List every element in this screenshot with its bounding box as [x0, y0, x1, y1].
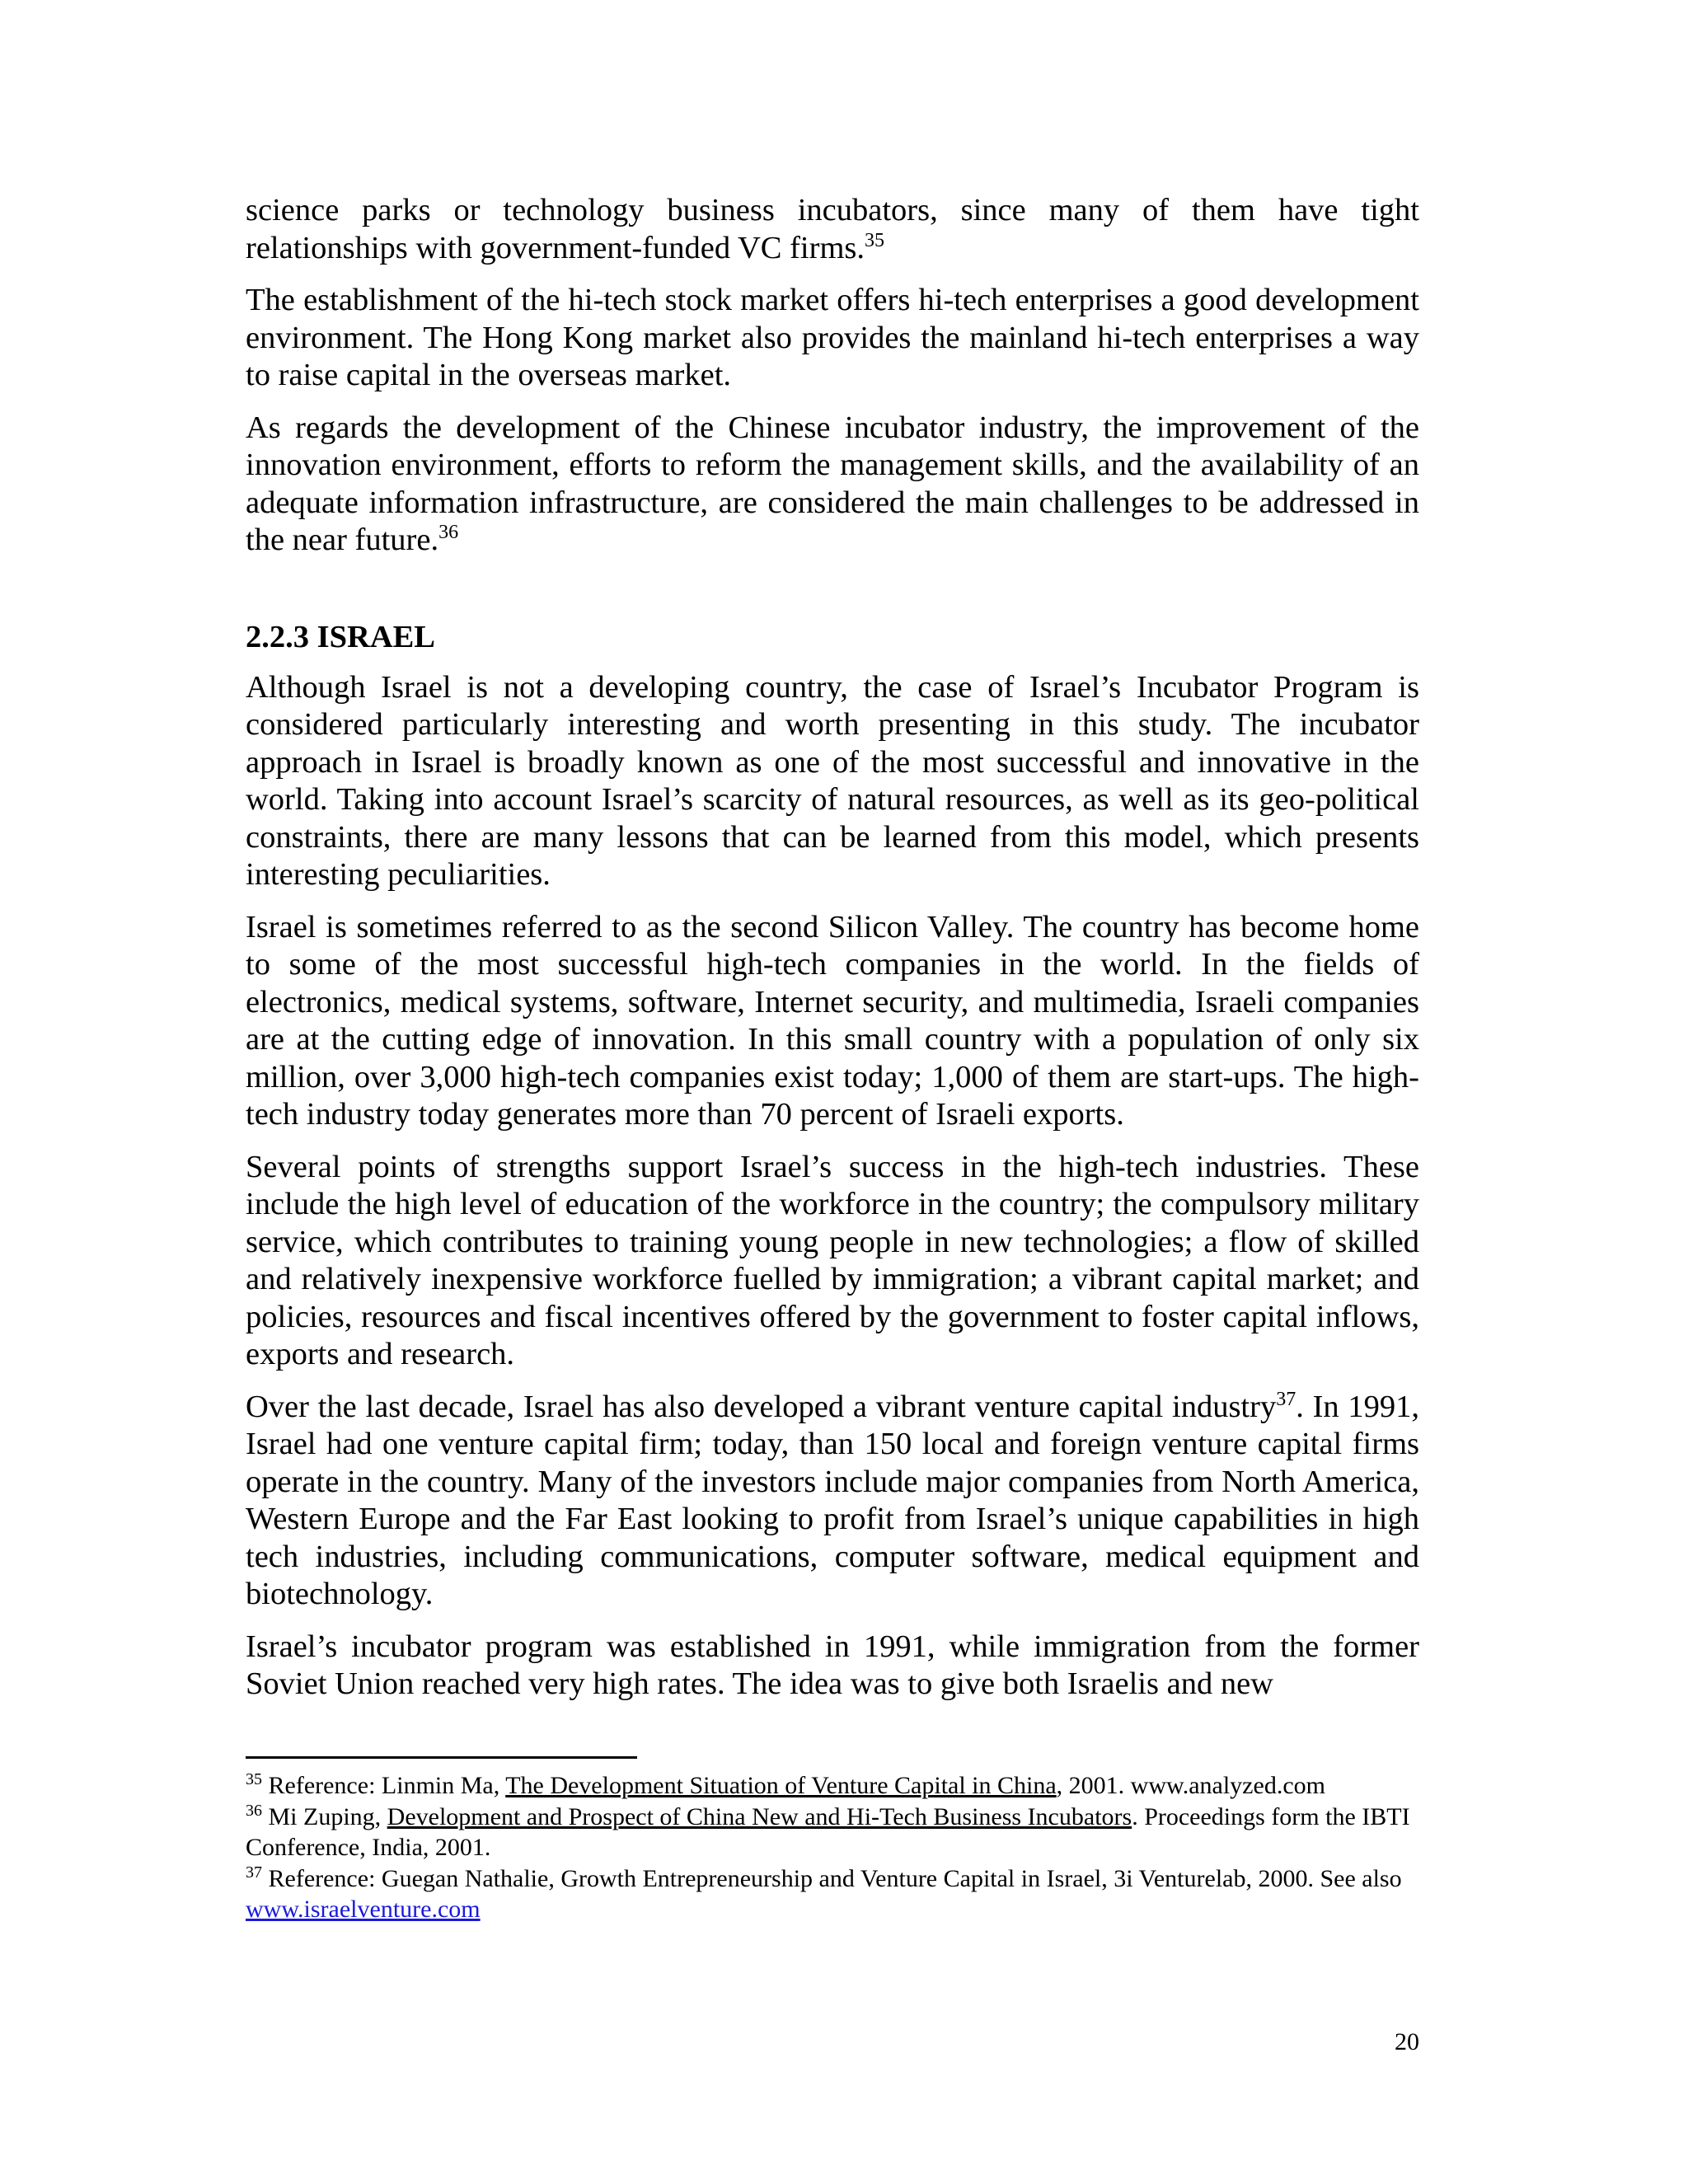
footnote-ref-37[interactable]: 37: [1276, 1388, 1296, 1410]
section-heading: 2.2.3 ISRAEL: [246, 619, 435, 654]
footnote-35-title: The Development Situation of Venture Capital in China: [505, 1772, 1057, 1799]
page-number: 20: [1395, 2028, 1419, 2055]
footnote-37: $^{37}$ Reference: Guegan Nathalie, Growth Entrepreneurship and Venture Capital in Israel, 3i Venturelab, 2000. See also www.israelventure.com: [246, 1863, 1402, 1923]
footnotes: [246, 1770, 1419, 1925]
footnote-ref-36[interactable]: 36: [438, 522, 459, 544]
paragraph-4: Although Israel is not a developing country, the case of Israel’s Incubator Program is considered particularly interesting and worth presenting in this study. The incubator approach in Israel is broadly known as one of the most successful and innovative in the world. Taking into account Israel’s scarcity of natural resources, as well as its geo-political constraints, there are many lessons that can be learned from this model, which presents interesting peculiarities.: [246, 669, 1419, 892]
paragraph-7: Over the last decade, Israel has also developed a vibrant venture capital industry$^{37}$. In 1991, Israel had one venture capital firm; today, than 150 local and foreign venture capital firms operate in the country. Many of the investors include major companies from North America, Western Europe and the Far East looking to profit from Israel’s unique capabilities in high tech industries, including communications, computer software, medical equipment and biotechnology.: [246, 1388, 1419, 1611]
paragraph-5: Israel is sometimes referred to as the second Silicon Valley. The country has become home to some of the most successful high-tech companies in the world. In the fields of electronics, medical systems, software, Internet security, and multimedia, Israeli companies are at the cutting edge of innovation. In this small country with a population of only six million, over 3,000 high-tech companies exist today; 1,000 of them are start-ups. The high-tech industry today generates more than 70 percent of Israeli exports.: [246, 909, 1419, 1132]
footnote-36: $^{36}$ Mi Zuping, Development and Prospect of China New and Hi-Tech Business Incubators. Proceedings form the IBTI Conference, India, 2001.: [246, 1801, 1410, 1861]
paragraph-1: science parks or technology business incubators, since many of them have tight relationships with government-funded VC firms.$^{35}$: [246, 193, 1419, 265]
paragraph-6: Several points of strengths support Israel’s success in the high-tech industries. These include the high level of education of the workforce in the country; the compulsory military service, which contributes to training young people in new technologies; a flow of skilled and relatively inexpensive workforce fuelled by immigration; a vibrant capital market; and policies, resources and fiscal incentives offered by the government to foster capital inflows, exports and research.: [246, 1149, 1419, 1371]
paragraph-3: As regards the development of the Chinese incubator industry, the improvement of the innovation environment, efforts to reform the management skills, and the availability of an adequate information infrastructure, are considered the main challenges to be addressed in the near future.$^{36}$: [246, 410, 1419, 557]
paragraph-8: Israel’s incubator program was established in 1991, while immigration from the former Soviet Union reached very high rates. The idea was to give both Israelis and new: [246, 1629, 1419, 1701]
footnote-divider: [246, 1756, 637, 1759]
israelventure-link[interactable]: www.israelventure.com: [246, 1896, 481, 1923]
footnote-ref-35[interactable]: 35: [865, 229, 884, 251]
footnote-36-title: Development and Prospect of China New and Hi-Tech Business Incubators: [387, 1802, 1132, 1830]
body-text: [246, 192, 1419, 1718]
paragraph-2: The establishment of the hi-tech stock market offers hi-tech enterprises a good development environment. The Hong Kong market also provides the mainland hi-tech enterprises a way to raise capital in the overseas market.: [246, 283, 1419, 392]
footnote-35: $^{35}$ Reference: Linmin Ma, The Development Situation of Venture Capital in China, 2001. www.analyzed.com: [246, 1770, 1325, 1799]
